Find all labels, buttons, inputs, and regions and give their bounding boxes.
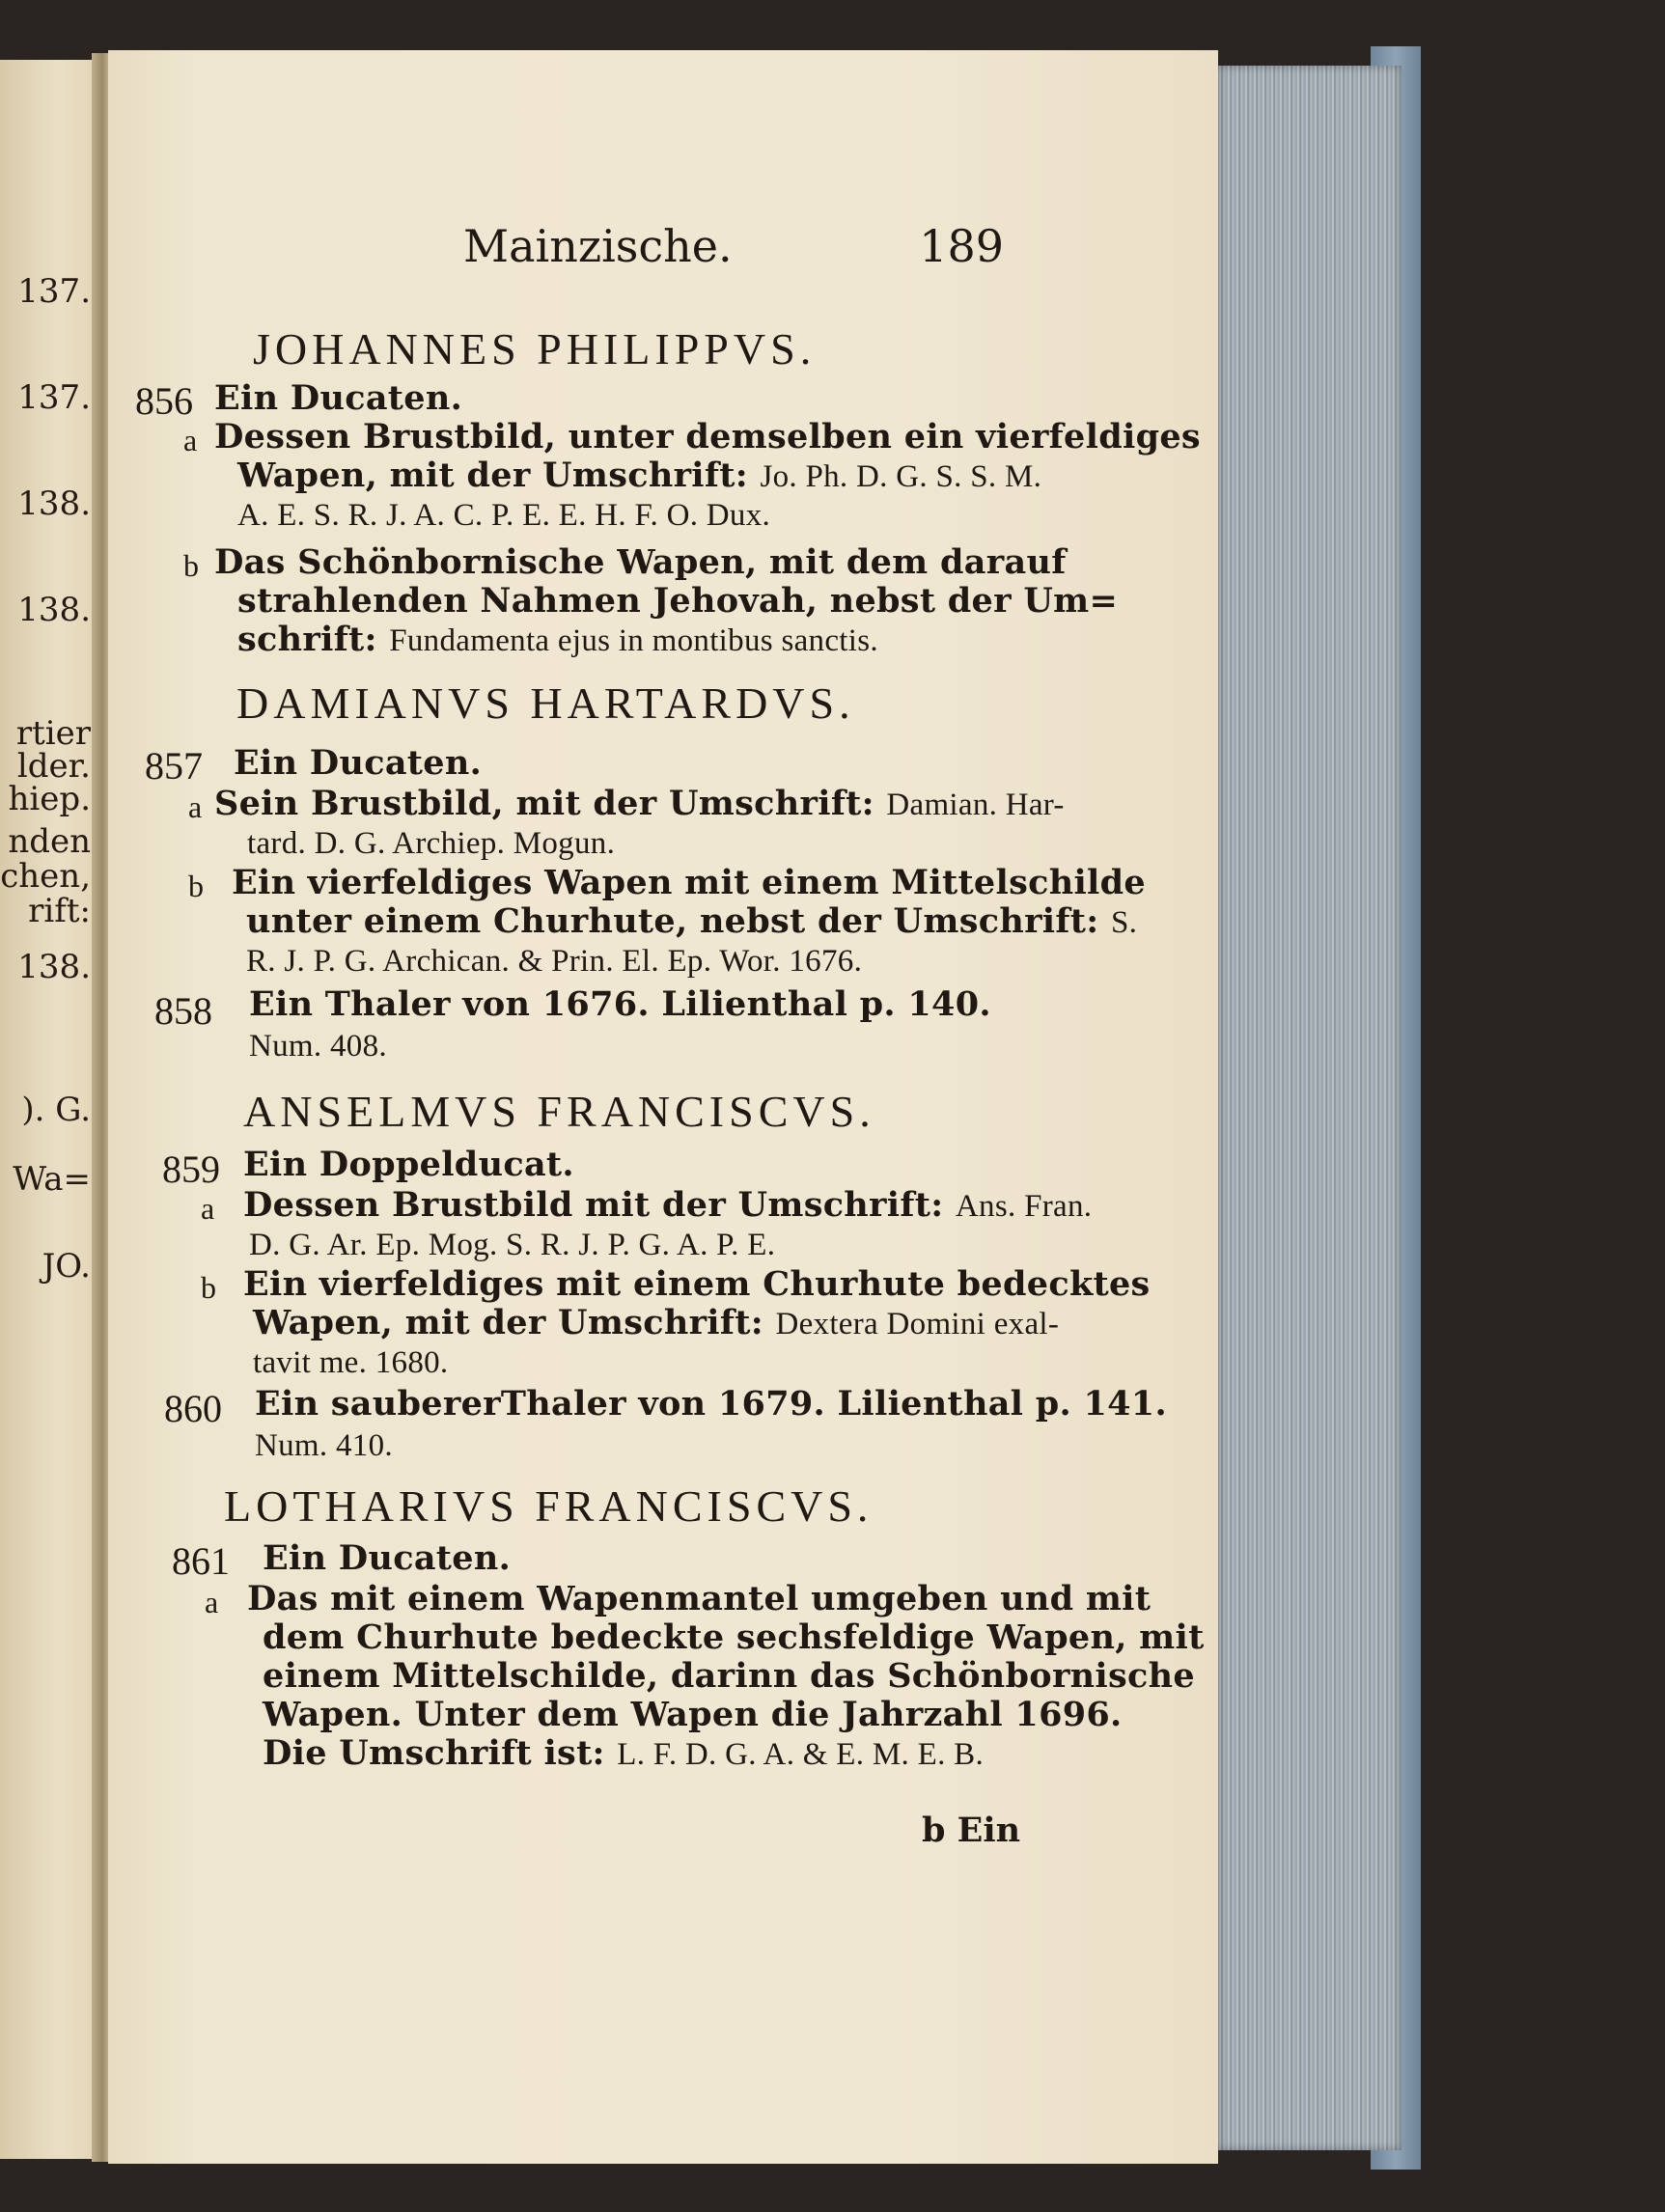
left-fragment: lder. [16,747,91,786]
entry-title: Ein Ducaten. [263,1538,512,1578]
left-page [0,60,97,2159]
page-header [463,220,1004,297]
page-number: 189 [919,220,1004,272]
item-marker: a [201,1191,215,1226]
page-edges [1218,66,1401,2150]
entry-line: Ein saubererThaler von 1679. Lilienthal p. 141. [255,1384,1167,1424]
entry-number: 861 [172,1539,230,1583]
item-marker: a [183,423,198,457]
entry-title: Ein Ducaten. [234,743,483,783]
left-fragment: 138. [17,484,91,523]
entry-line: Ein vierfeldiges Wapen mit einem Mittelschilde [232,863,1146,902]
catchword: b Ein [922,1811,1021,1850]
entry-line: R. J. P. G. Archican. & Prin. El. Ep. Wor. 1676. [246,944,863,979]
entry-line: tard. D. G. Archiep. Mogun. [247,826,616,861]
entry-line: Die Umschrift ist: L. F. D. G. A. & E. M. E. B. [263,1733,985,1773]
item-marker: a [205,1585,219,1619]
entry-line: einem Mittelschilde, darinn das Schönbornische [263,1656,1195,1696]
left-fragment: hiep. [8,780,91,818]
entry-number: 860 [164,1387,222,1430]
entry-number: 858 [154,989,212,1033]
entry-line: unter einem Churhute, nebst der Umschrift: S. [246,901,1138,941]
item-marker: b [188,869,204,903]
entry-line: Dessen Brustbild mit der Umschrift: Ans. Fran. [243,1185,1093,1225]
entry-line: tavit me. 1680. [253,1345,449,1380]
entry-line: Das mit einem Wapenmantel umgeben und mit [247,1579,1152,1618]
section-heading: DAMIANVS HARTARDVS. [236,678,855,728]
left-fragment: 137. [17,272,91,311]
entry-line: Wapen, mit der Umschrift: Dextera Domini exal- [253,1303,1060,1342]
entry-line: Num. 410. [255,1428,393,1463]
entry-line: Wapen, mit der Umschrift: Jo. Ph. D. G. S. S. M. [237,456,1042,495]
left-fragment: Wa= [13,1160,91,1199]
entry-title: Ein Ducaten. [214,378,463,418]
section-heading: LOTHARIVS FRANCISCVS. [224,1481,874,1531]
entry-line: schrift: Fundamenta ejus in montibus sanctis. [237,620,878,659]
section-heading: ANSELMVS FRANCISCVS. [243,1087,875,1136]
entry-line: D. G. Ar. Ep. Mog. S. R. J. P. G. A. P. E. [249,1228,776,1262]
left-fragment: rift: [28,892,91,930]
entry-line: Num. 408. [249,1029,387,1064]
entry-line: Ein Thaler von 1676. Lilienthal p. 140. [249,984,991,1024]
item-marker: a [188,789,203,824]
item-marker: b [201,1270,216,1305]
left-fragment: rtier [15,714,91,753]
entry-line: A. E. S. R. J. A. C. P. E. E. H. F. O. Dux. [237,498,771,533]
entry-line: Das Schönbornische Wapen, mit dem darauf [214,542,1067,582]
left-fragment: chen, [0,857,91,896]
left-fragment: 138. [17,948,91,986]
section-heading: JOHANNES PHILIPPVS. [253,324,817,373]
entry-number: 856 [135,379,193,423]
entry-line: Dessen Brustbild, unter demselben ein vierfeldiges [214,417,1201,456]
left-fragment: ). G. [21,1091,91,1129]
left-fragment: JO. [42,1247,91,1286]
entry-line: strahlenden Nahmen Jehovah, nebst der Um= [237,581,1119,621]
entry-number: 857 [145,744,203,788]
entry-line: Wapen. Unter dem Wapen die Jahrzahl 1696. [263,1695,1123,1734]
left-fragment: 137. [17,378,91,417]
entry-number: 859 [162,1147,220,1191]
left-fragment: 138. [17,591,91,629]
entry-title: Ein Doppelducat. [243,1145,574,1184]
left-fragment: nden [8,822,91,861]
entry-line: dem Churhute bedeckte sechsfeldige Wapen, mit [263,1618,1205,1657]
running-head: Mainzische. [463,220,733,272]
entry-line: Sein Brustbild, mit der Umschrift: Damian. Har- [214,784,1065,823]
entry-line: Ein vierfeldiges mit einem Churhute bedecktes [243,1264,1151,1304]
item-marker: b [183,548,199,583]
